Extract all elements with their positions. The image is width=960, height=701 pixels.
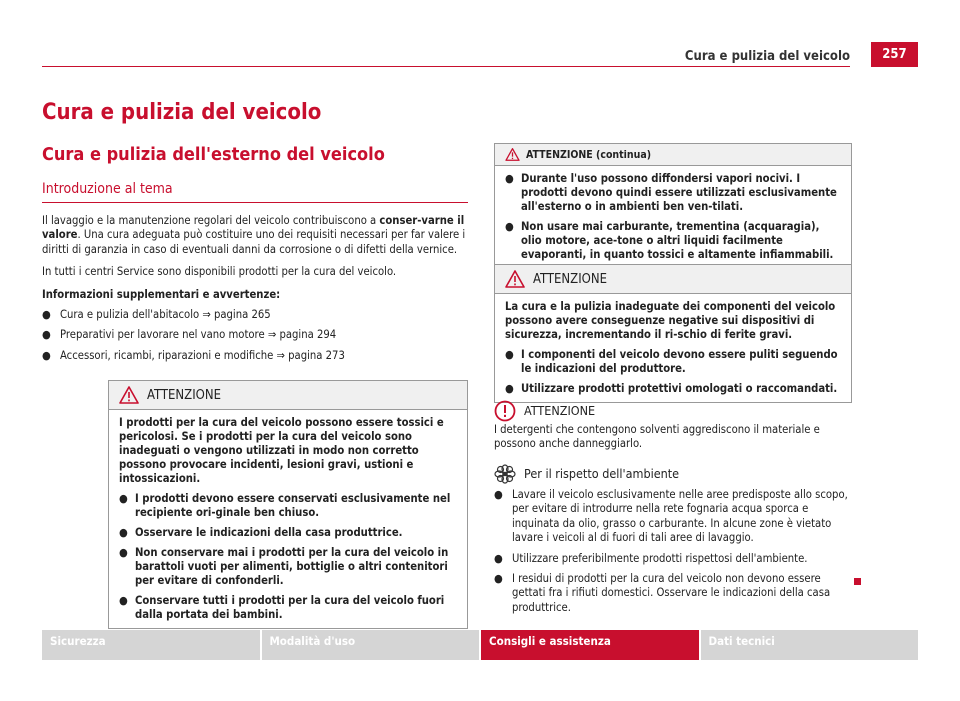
warning-box-header [109,381,467,410]
bullet-icon: ● [119,594,128,607]
intro-emphasis: conser-varne il valore [42,214,465,242]
warning-bullet [505,348,841,376]
warning-bullet-text: Durante l'uso possono diffondersi vapori nocivi. I prodotti devono quindi essere utilizzati esclusivamente all'esterno o in ambienti ben ven-tilati. [521,172,837,213]
tab-consigli-assistenza[interactable]: Consigli e assistenza [481,630,699,660]
bullet-icon: ● [42,328,51,342]
intro-text: Il lavaggio e la manutenzione regolari del veicolo contribuiscono a [42,214,380,227]
exclamation-circle-icon [494,400,516,422]
chapter-title: Cura e pulizia del veicolo [42,100,322,125]
warning-bullet [119,546,457,588]
warning-bullet-text: Non conservare mai i prodotti per la cura del veicolo in barattoli vuoti per alimenti, bottiglie o altri contenitori per evitare di confonderli. [135,546,449,587]
warning-bullet-text: I componenti del veicolo devono essere puliti seguendo le indicazioni del produttore. [521,348,838,375]
environment-bullet-text: Utilizzare preferibilmente prodotti rispettosi dell'ambiente. [512,551,808,565]
warning-triangle-icon [119,386,139,404]
service-paragraph: In tutti i centri Service sono disponibili prodotti per la cura del veicolo. [42,265,397,279]
warning-bullet [119,594,457,622]
warning-box [108,380,468,629]
link-text[interactable]: Accessori, ricambi, riparazioni e modifiche ⇒ pagina 273 [60,348,345,362]
tab-dati-tecnici[interactable]: Dati tecnici [701,630,919,660]
warning-bullet-text: Osservare le indicazioni della casa produttrice. [135,526,403,539]
environment-header [494,464,850,484]
warning-body [109,410,467,628]
caution-header [494,400,850,422]
bullet-icon: ● [505,348,514,361]
running-title: Cura e pulizia del veicolo [684,49,850,64]
left-column [42,214,466,369]
environment-title: Per il rispetto dell'ambiente [524,465,680,481]
bullet-icon: ● [494,551,503,565]
bullet-icon: ● [505,172,514,185]
environment-bullet [494,572,850,615]
warning-box-header [495,265,851,294]
section-end-mark [854,578,861,585]
warning-bullet [505,382,841,396]
bullet-icon: ● [119,546,128,559]
tab-modalita-uso[interactable]: Modalità d'uso [262,630,480,660]
footer-tabs [42,630,918,660]
intro-paragraph [42,214,466,257]
warning-bullet [119,492,457,520]
link-item[interactable] [42,349,466,363]
warning-box [494,264,852,403]
tab-sicurezza[interactable]: Sicurezza [42,630,260,660]
warning-triangle-icon [505,148,520,161]
caution-title: ATTENZIONE [524,402,596,418]
environment-bullet [494,488,850,546]
warning-title: ATTENZIONE [147,387,221,403]
warning-continued-title: ATTENZIONE (continua) [526,148,652,161]
intro-text-cont: . Una cura adeguata può costituire uno dei requisiti necessari per far valere i diritti di garanzia in caso di eventuali danni da corrosione o di difetti della vernice. [42,228,466,256]
flower-icon [494,464,516,484]
bullet-icon: ● [42,348,51,362]
warning-bullet [505,172,841,214]
warning-bullet-text: Conservare tutti i prodotti per la cura del veicolo fuori dalla portata dei bambini. [135,594,445,621]
warning-bullet-text: Utilizzare prodotti protettivi omologati o raccomandati. [521,382,838,395]
bullet-icon: ● [119,526,128,539]
link-text[interactable]: Preparativi per lavorare nel vano motore ⇒ pagina 294 [60,328,337,342]
warning-bullet [119,526,457,540]
topic-rule [42,202,468,203]
bullet-icon: ● [505,382,514,395]
environment-bullet-text: Lavare il veicolo esclusivamente nelle aree predisposte allo scopo, per evitare di introdurre nella rete fognaria acqua sporca e inquinata da olio, grasso o carburante. In alcune zone è vietato lavare i veicoli al di fuori di tali aree di lavaggio. [512,488,848,545]
warning-bullet [505,220,841,262]
page-number: 257 [871,42,918,67]
bullet-icon: ● [505,220,514,233]
environment-note [494,464,850,621]
link-item[interactable] [42,328,466,342]
caution-text: I detergenti che contengono solventi aggrediscono il materiale e possono anche danneggiarlo. [494,423,820,451]
caution-note [494,400,850,452]
link-item[interactable] [42,308,466,322]
section-title: Cura e pulizia dell'esterno del veicolo [42,144,385,165]
link-text[interactable]: Cura e pulizia dell'abitacolo ⇒ pagina 265 [60,308,271,322]
topic-title: Introduzione al tema [42,181,173,197]
warning-text: La cura e la pulizia inadeguate dei componenti del veicolo possono avere conseguenze negative sui dispositivi di sicurezza, incrementando il ri-schio di ferite gravi. [505,300,836,341]
warning-bullet-text: Non usare mai carburante, trementina (acquaragia), olio motore, ace-tone o altri liquidi facilmente evaporanti, in quanto tossici e altamente infiammabili. [521,220,834,261]
bullet-icon: ● [494,572,503,586]
bullet-icon: ● [119,492,128,505]
header-rule [42,66,850,67]
environment-bullet [494,552,850,566]
warning-text: I prodotti per la cura del veicolo possono essere tossici e pericolosi. Se i prodotti per la cura del veicolo sono inadeguati o vengono utilizzati in modo non corretto possono provocare incidenti, lesioni gravi, ustioni e intossicazioni. [119,416,444,485]
info-heading: Informazioni supplementari e avvertenze: [42,287,281,301]
warning-continued-box [494,143,852,269]
warning-triangle-icon [505,270,525,288]
bullet-icon: ● [42,308,51,322]
warning-title: ATTENZIONE [533,271,607,287]
warning-continued-header [495,144,851,166]
warning-body [495,294,851,402]
warning-continued-body [495,166,851,268]
warning-bullet-text: I prodotti devono essere conservati esclusivamente nel recipiente ori-ginale ben chiuso. [135,492,451,519]
bullet-icon: ● [494,488,503,501]
environment-bullet-text: I residui di prodotti per la cura del veicolo non devono essere gettati fra i rifiuti domestici. Osservare le indicazioni della casa produttrice. [512,572,831,614]
